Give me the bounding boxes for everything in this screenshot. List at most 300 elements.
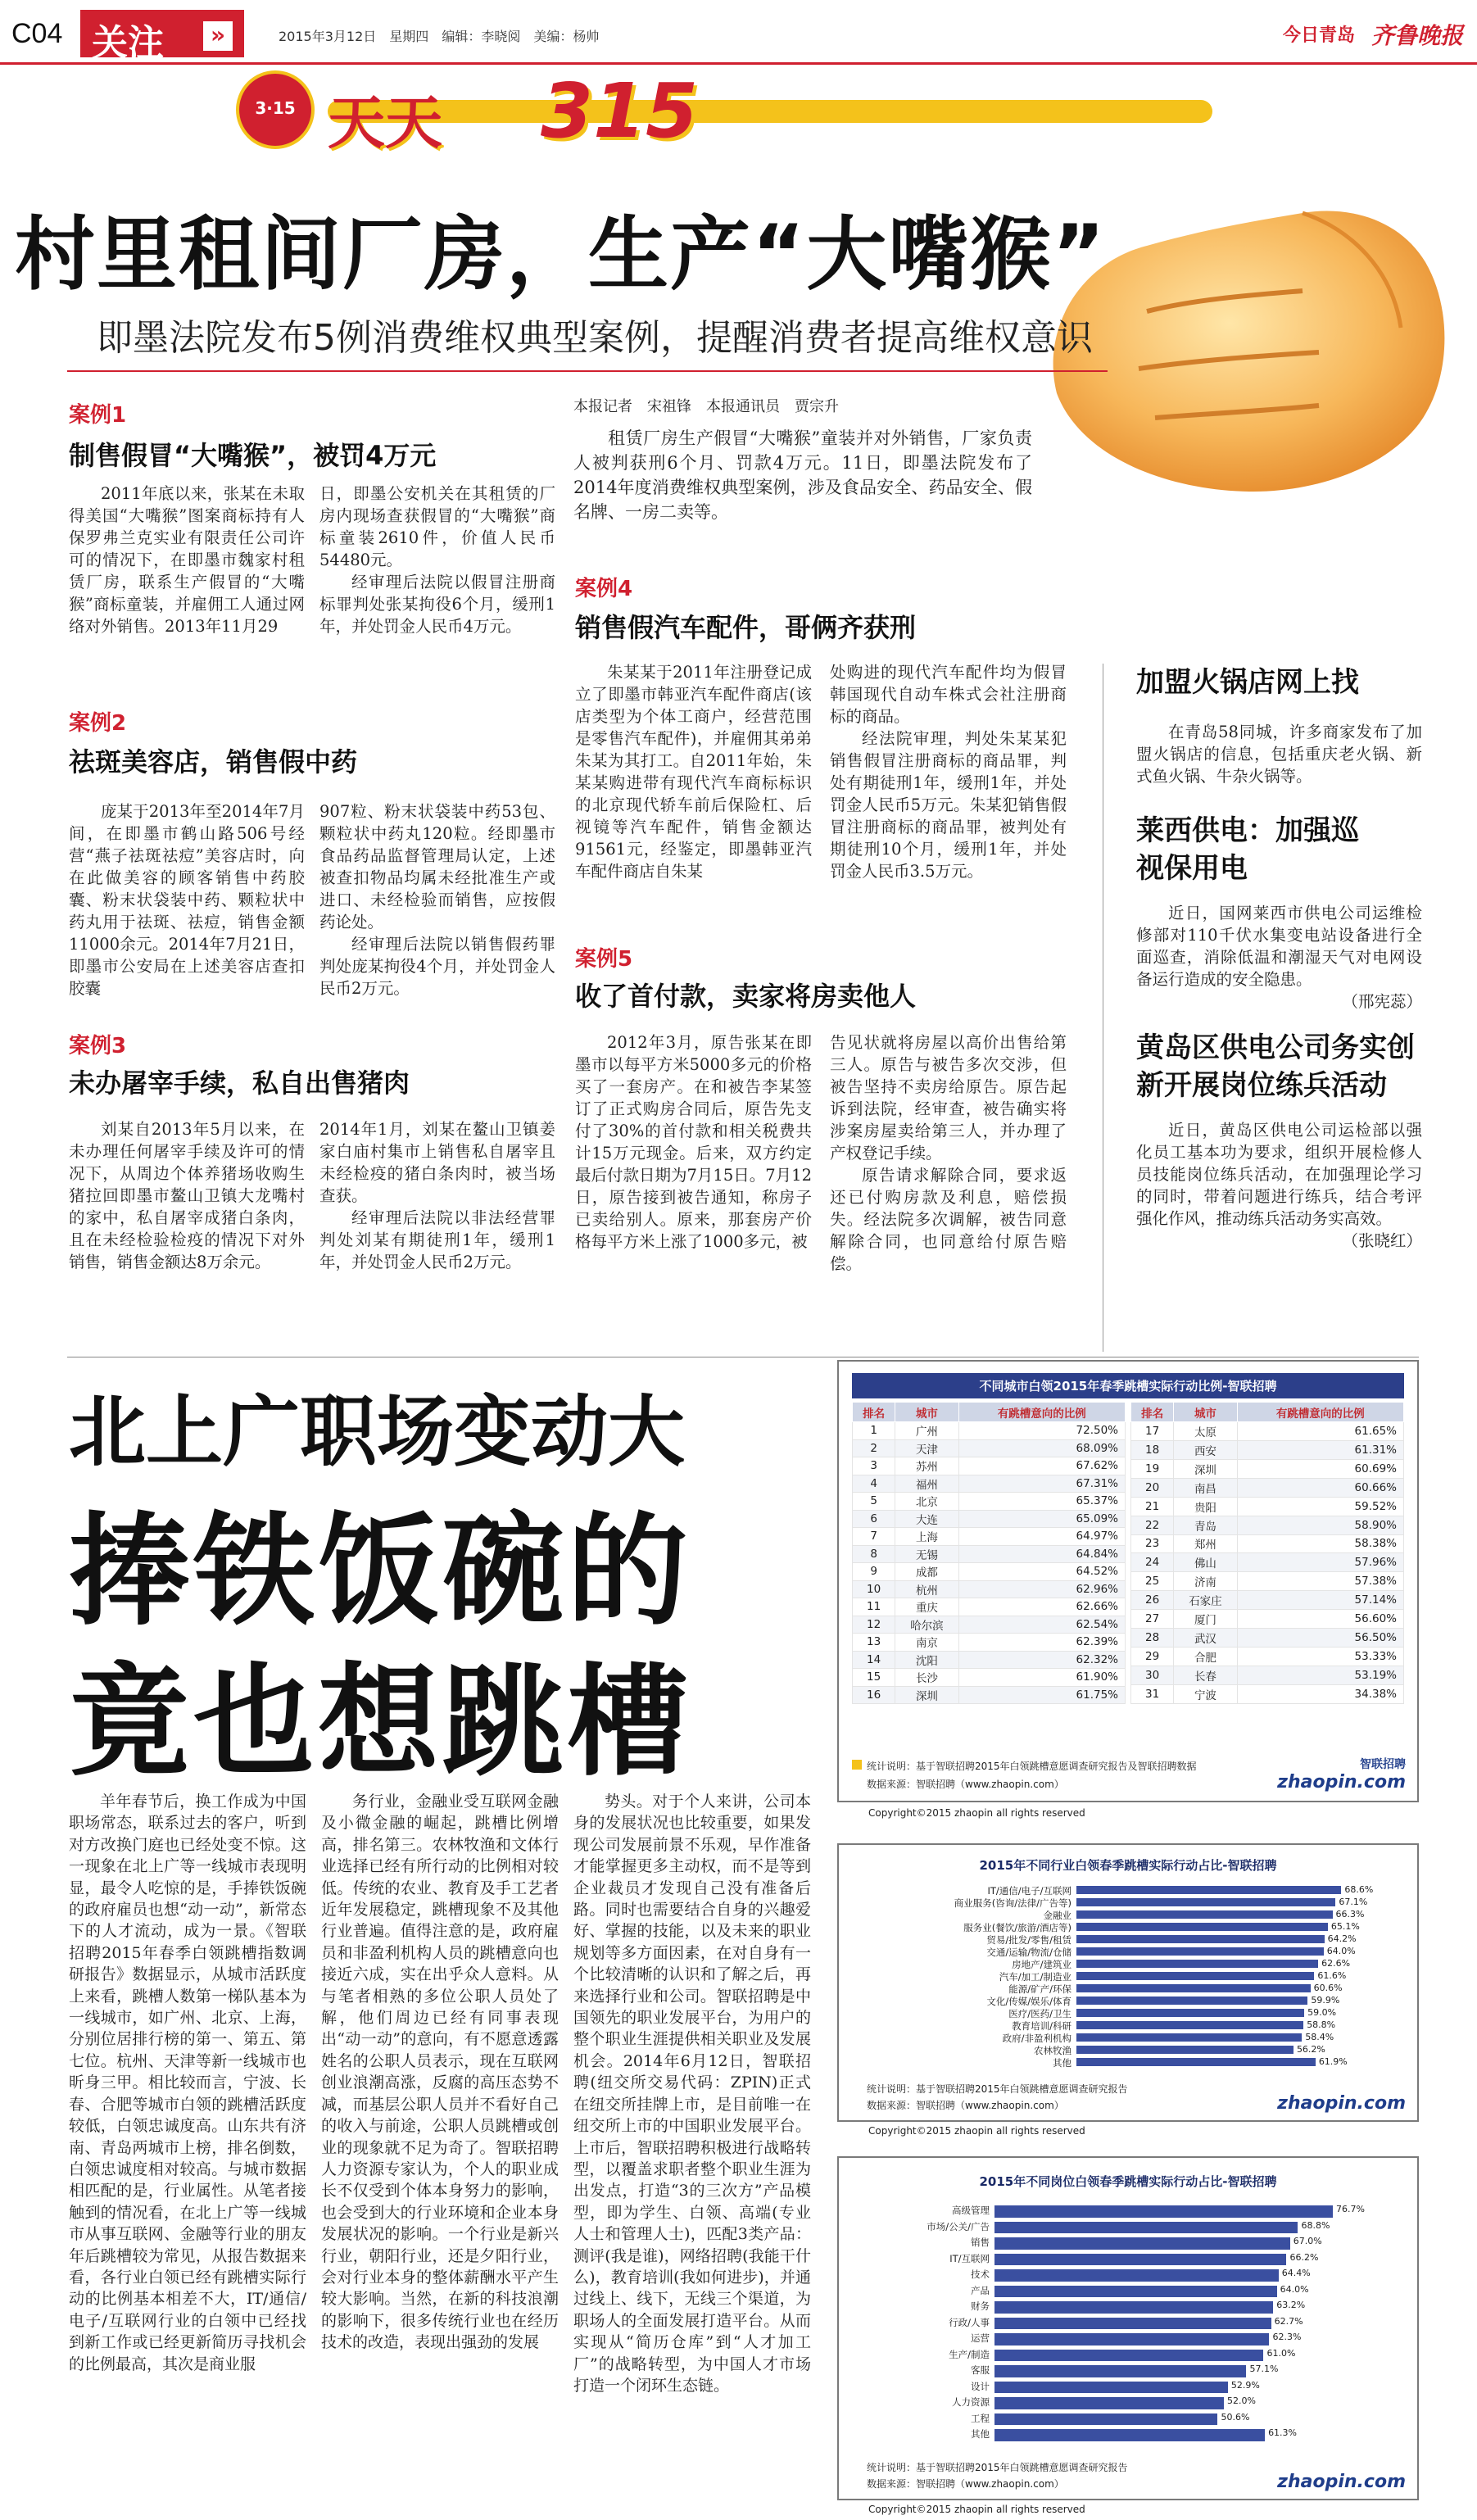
- brief-3-body: [1136, 1119, 1422, 1252]
- lead-title: 村里租间厂房，生产“大嘴猴”: [15, 208, 1107, 301]
- th-pct-2: 有跳槽意向的比例: [1237, 1403, 1403, 1422]
- industry-chart-copyright: Copyright©2015 zhaopin all rights reserved: [868, 2125, 1085, 2137]
- rank-cell: 20: [1131, 1478, 1174, 1497]
- brief-2-body: [1136, 902, 1422, 1013]
- banner-logo-number: 315: [541, 67, 699, 155]
- pct-cell: 60.66%: [1237, 1478, 1403, 1497]
- case-5-title: 收了首付款，卖家将房卖他人: [575, 981, 917, 1012]
- header-rule: [0, 62, 1477, 65]
- rank-cell: 1: [853, 1422, 895, 1440]
- pct-cell: 57.96%: [1237, 1553, 1403, 1572]
- feature-col1: 羊年春节后，换工作成为中国职场常态，联系过去的客户，听到对方改换门庭也已经处变不惊。这一现象在北上广等一线城市表现明显，最令人吃惊的是，手捧铁饭碗的政府雇员也想“动一动”，新常态下的人才流动，成为一景。《智联招聘2015年春季白领跳槽指数调研报告》数据显示，从城市活跃度上来看，跳槽人数第一梯队基本为一线城市，如广州、北京、上海，分别位居排行榜的第一、第五、第七位。杭州、天津等新一线城市也昕身三甲。相比较而言，宁波、长春、合肥等城市白领的跳槽活跃度较低，白领忠诚度高。山东共有济南、青岛两城市上榜，排名倒数，白领忠诚度相对较高。与城市数据相匹配的是，行业属性。从笔者接触到的情况看，在北上广等一线城市从事互联网、金融等行业的朋友年后跳槽较为常见，从报告数据来看，各行业白领已经有跳槽实际行动的比例基本相差不大，IT/通信/电子/互联网行业的白领中已经找到新工作或已经更新简历寻找机会的比例最高，其次是商业服: [69, 1793, 306, 2373]
- rank-cell: 15: [853, 1669, 895, 1687]
- table-row: [853, 1510, 1126, 1528]
- pct-cell: 65.37%: [958, 1493, 1125, 1511]
- case-1-col2b: 经审理后法院以假冒注册商标罪判处张某拘役6个月，缓刑1年，并处罚金人民币4万元。: [319, 573, 555, 636]
- bar-value: 60.6%: [1313, 1983, 1343, 1993]
- table-row: [853, 1545, 1126, 1563]
- industry-chart-source: 数据来源：智联招聘（www.zhaopin.com）: [867, 2100, 1064, 2111]
- feature-headline-3: 竟也想跳槽: [69, 1652, 691, 1793]
- th-pct: 有跳槽意向的比例: [958, 1403, 1125, 1422]
- rank-cell: 30: [1131, 1666, 1174, 1684]
- case-4-col2: 处购进的现代汽车配件均为假冒韩国现代自动车株式会社注册商标的商品。: [830, 663, 1067, 726]
- table-row: [1131, 1534, 1404, 1553]
- bar-label: 金融业: [1043, 1910, 1072, 1921]
- bar: [1076, 1898, 1335, 1906]
- case-2-col2b: 经审理后法院以销售假药罪判处庞某拘役4个月，并处罚金人民币2万元。: [319, 935, 555, 998]
- bar: [1076, 1972, 1314, 1980]
- pct-cell: 61.31%: [1237, 1440, 1403, 1459]
- brief-3-title: 黄岛区供电公司务实创新开展岗位练兵活动: [1136, 1031, 1415, 1102]
- city-cell: 青岛: [1174, 1516, 1237, 1534]
- bar-label: 技术: [971, 2268, 990, 2280]
- table-brand: [1277, 1756, 1406, 1793]
- brand-en: zhaopin.com: [1277, 1772, 1406, 1793]
- pct-cell: 60.69%: [1237, 1459, 1403, 1478]
- bar: [1076, 2058, 1316, 2066]
- table-row: [853, 1475, 1126, 1493]
- table-row: [1131, 1422, 1404, 1441]
- lead-subtitle: 即墨法院发布5例消费维权典型案例，提醒消费者提高维权意识: [97, 317, 1093, 359]
- case-3-tag: 案例3: [69, 1034, 127, 1058]
- feature-headline-1: 北上广职场变动大: [69, 1388, 686, 1477]
- feature-headline-2: 捧铁饭碗的: [69, 1501, 691, 1642]
- city-cell: 长沙: [895, 1669, 958, 1687]
- case-2-tag: 案例2: [69, 711, 127, 736]
- bar-value: 64.2%: [1327, 1933, 1357, 1944]
- bar-value: 59.0%: [1307, 2007, 1337, 2018]
- position-chart-source: 数据来源：智联招聘（www.zhaopin.com）: [867, 2478, 1064, 2490]
- bar: [1076, 2021, 1303, 2029]
- bar-label: 汽车/加工/制造业: [999, 1971, 1072, 1983]
- th-rank: 排名: [853, 1403, 895, 1422]
- pct-cell: 34.38%: [1237, 1684, 1403, 1703]
- position-chart-brand: zhaopin.com: [1277, 2472, 1406, 2492]
- pct-cell: 62.39%: [958, 1634, 1125, 1652]
- brand-cn: 智联招聘: [1360, 1758, 1406, 1771]
- rank-cell: 16: [853, 1686, 895, 1704]
- briefs-column: [1103, 664, 1422, 1352]
- city-cell: 武汉: [1174, 1629, 1237, 1648]
- section-label: 关注: [92, 22, 164, 64]
- brief-1-text: 在青岛58同城，许多商家发布了加盟火锅店的信息，包括重庆老火锅、新式鱼火锅、牛杂火锅等。: [1136, 723, 1422, 786]
- feature-col2: 务行业，金融业受互联网金融及小微金融的崛起，跳槽比例增高，排名第三。农林牧渔和文体行业选择已经有所行动的比例相对较低。传统的农业、教育及手工艺者近年发展稳定，跳槽现象不及其他行业普遍。值得注意的是，政府雇员和非盈利机构人员的跳槽意向也接近六成，实在出乎众人意料。从与笔者相熟的多位公职人员处了解，他们周边已经有同事表现出“动一动”的意向，有不愿意透露姓名的公职人员表示，现在互联网创业浪潮高涨，反腐的高压态势不减，而基层公职人员并不看好自己的收入与前途，公职人员跳槽或创业的现象就不足为奇了。智联招聘人力资源专家认为，个人的职业成长不仅受到个体本身努力的影响，也会受到大的行业环境和企业本身发展状况的影响。一个行业是新兴行业，朝阳行业，还是夕阳行业，会对行业本身的整体薪酬水平产生较大影响。当然，在新的科技浪潮的影响下，很多传统行业也在经历技术的改造，表现出强劲的发展: [321, 1793, 559, 2352]
- rank-cell: 13: [853, 1634, 895, 1652]
- badge-315-icon: [236, 70, 315, 149]
- city-cell: 杭州: [895, 1580, 958, 1598]
- case-1-body: [69, 483, 555, 637]
- case-5-col1: 2012年3月，原告张某在即墨市以每平方米5000多元的价格买了一套房产。在和被告李某签订了正式购房合同后，原告先支付了30%的首付款和相关税费共计15万元现金。后来，双方约定最后付款日期为7月15日。7月12日，原告接到被告通知，称房子已卖给别人。原来，那套房产价格每平方米上涨了1000多元，被: [575, 1033, 812, 1251]
- table-row: [1131, 1572, 1404, 1591]
- city-cell: 深圳: [1174, 1459, 1237, 1478]
- brief-1-body: [1136, 721, 1422, 787]
- case-2-col2: 907粒、粉末状袋装中药53包、颗粒状中药丸120粒。经即墨市食品药品监督管理局认定，上述被查扣物品均属未经批准生产或进口、未经检验而销售，应按假药论处。: [319, 802, 555, 931]
- rank-cell: 8: [853, 1545, 895, 1563]
- rank-cell: 25: [1131, 1572, 1174, 1591]
- bar-value: 63.2%: [1276, 2300, 1306, 2310]
- case-2: [69, 706, 555, 999]
- bar: [1076, 2009, 1304, 2017]
- brief-2-title: 莱西供电：加强巡视保用电: [1136, 814, 1359, 885]
- pct-cell: 67.62%: [958, 1457, 1125, 1475]
- bar-label: 生产/制造: [949, 2348, 990, 2360]
- bar-value: 67.1%: [1339, 1897, 1368, 1907]
- case-4-body: [575, 661, 1067, 882]
- table-row: [853, 1686, 1126, 1704]
- industry-chart: [837, 1843, 1419, 2122]
- bar: [1076, 1997, 1307, 2005]
- rank-cell: 27: [1131, 1610, 1174, 1629]
- city-cell: 南昌: [1174, 1478, 1237, 1497]
- bar-label: 政府/非盈利机构: [1002, 2033, 1072, 2044]
- city-cell: 成都: [895, 1563, 958, 1581]
- table-row: [1131, 1629, 1404, 1648]
- case-1-col1: 2011年底以来，张某在未取得美国“大嘴猴”图案商标持有人保罗弗兰克实业有限责任公司许可的情况下，在即墨市魏家村租赁厂房，联系生产假冒的“大嘴猴”商标童装，并雇佣工人通过网络对外销售。2013年11月29: [69, 484, 305, 636]
- case-3-body: [69, 1118, 555, 1273]
- rank-cell: 18: [1131, 1440, 1174, 1459]
- bar-value: 58.8%: [1307, 2019, 1336, 2030]
- city-rank-table: [837, 1360, 1419, 1802]
- rank-cell: 19: [1131, 1459, 1174, 1478]
- bar: [1076, 1886, 1341, 1894]
- city-cell: 西安: [1174, 1440, 1237, 1459]
- bar: [994, 2286, 1277, 2298]
- feature-body: [69, 1791, 811, 2396]
- case-3-col1: 刘某自2013年5月以来，在未办理任何屠宰手续及许可的情况下，从周边个体养猪场收购生猪拉回即墨市鳌山卫镇大龙嘴村的家中，私自屠宰成猪白条肉，且在未经检验检疫的情况下对外销售，销售金额达8万余元。: [69, 1120, 305, 1271]
- bar: [994, 2382, 1228, 2394]
- bar-value: 62.7%: [1274, 2315, 1303, 2327]
- table-left: [852, 1402, 1126, 1704]
- page-number: C04: [11, 18, 63, 49]
- bar-value: 61.3%: [1268, 2427, 1298, 2438]
- position-chart-note: 统计说明：基于智联招聘2015年白领跳槽意愿调查研究报告: [867, 2462, 1128, 2473]
- bar-label: 其他: [971, 2428, 990, 2440]
- industry-chart-title: 2015年不同行业白领春季跳槽实际行动占比-智联招聘: [979, 1858, 1277, 1873]
- case-3-col2: 2014年1月，刘某在鳌山卫镇姜家白庙村集市上销售私自屠宰且未经检疫的猪白条肉时，被当场查获。: [319, 1120, 555, 1205]
- city-cell: 福州: [895, 1475, 958, 1493]
- brief-3-text: 近日，黄岛区供电公司运检部以强化员工基本功为要求，组织开展检修人员技能岗位练兵活动，在加强理论学习的同时，带着问题进行练兵，结合考评强化作风，推动练兵活动务实高效。: [1136, 1121, 1422, 1228]
- rank-cell: 26: [1131, 1591, 1174, 1610]
- table-row: [1131, 1648, 1404, 1666]
- case-2-col1: 庞某于2013年至2014年7月间，在即墨市鹤山路506号经营“燕子祛斑祛痘”美容店时，向在此做美容的顾客销售中药胶囊、粉末状袋装中药、颗粒状中药丸用于祛斑、祛痘，销售金额11000余元。2014年7月21日，即墨市公安局在上述美容店查扣胶囊: [69, 802, 305, 998]
- city-cell: 重庆: [895, 1598, 958, 1616]
- table-source-note: 统计说明：基于智联招聘2015年白领跳槽意愿调查研究报告及智联招聘数据: [867, 1761, 1197, 1772]
- case-4-col2b: 经法院审理，判处朱某某犯销售假冒注册商标的商品罪，判处有期徒刑1年，缓刑1年，并处罚金人民币5万元。朱某犯销售假冒注册商标的商品罪，被判处有期徒刑10个月，缓刑1年，并处罚金人民币3.5万元。: [830, 729, 1067, 881]
- bar: [994, 2429, 1265, 2441]
- brief-3-author: （张晓红）: [1342, 1231, 1422, 1250]
- th-rank-2: 排名: [1131, 1403, 1174, 1422]
- bar-label: 设计: [971, 2380, 990, 2392]
- bar-value: 59.9%: [1311, 1995, 1340, 2006]
- bar: [994, 2318, 1271, 2330]
- bar-value: 56.2%: [1296, 2044, 1325, 2055]
- city-cell: 佛山: [1174, 1553, 1237, 1572]
- pct-cell: 58.90%: [1237, 1516, 1403, 1534]
- table-row: [853, 1580, 1126, 1598]
- newspaper-logo: 齐鲁晚报: [1371, 22, 1464, 49]
- bar: [994, 2237, 1290, 2250]
- table-row: [1131, 1553, 1404, 1572]
- pct-cell: 67.31%: [958, 1475, 1125, 1493]
- position-chart-copyright: Copyright©2015 zhaopin all rights reserved: [868, 2504, 1085, 2515]
- case-3: [69, 1029, 555, 1273]
- bar: [994, 2333, 1269, 2346]
- pct-cell: 61.65%: [1237, 1422, 1403, 1441]
- bar: [1076, 1923, 1328, 1931]
- industry-chart-plot: [839, 1881, 1420, 2071]
- bar-value: 64.0%: [1280, 2283, 1309, 2295]
- bar-label: 医疗/医药/卫生: [1008, 2008, 1072, 2019]
- bar-value: 52.9%: [1230, 2379, 1260, 2391]
- bar-value: 58.4%: [1305, 2032, 1334, 2042]
- city-cell: 贵阳: [1174, 1497, 1237, 1516]
- table-row: [1131, 1478, 1404, 1497]
- rank-cell: 22: [1131, 1516, 1174, 1534]
- city-cell: 济南: [1174, 1572, 1237, 1591]
- table-row: [853, 1598, 1126, 1616]
- bar-value: 61.6%: [1317, 1970, 1347, 1981]
- city-cell: 厦门: [1174, 1610, 1237, 1629]
- city-cell: 天津: [895, 1439, 958, 1457]
- case-1: [69, 398, 555, 637]
- rank-cell: 17: [1131, 1422, 1174, 1441]
- city-cell: 合肥: [1174, 1648, 1237, 1666]
- pct-cell: 57.14%: [1237, 1591, 1403, 1610]
- byline: 本报记者 宋祖锋 本报通讯员 贾宗升: [573, 398, 839, 415]
- lead-intro-text: 租赁厂房生产假冒“大嘴猴”童装并对外销售，厂家负责人被判获刑6个月、罚款4万元。11日，即墨法院发布了2014年度消费维权典型案例，涉及食品安全、药品安全、假名牌、一房二卖等。: [573, 428, 1032, 522]
- table-row: [853, 1616, 1126, 1634]
- pct-cell: 59.52%: [1237, 1497, 1403, 1516]
- city-cell: 太原: [1174, 1422, 1237, 1441]
- bar-value: 67.0%: [1293, 2236, 1322, 2246]
- bar-label: 教育培训/科研: [1012, 2020, 1072, 2032]
- pct-cell: 72.50%: [958, 1422, 1125, 1440]
- bar-label: 文化/传媒/娱乐/体育: [986, 1996, 1072, 2007]
- th-city: 城市: [895, 1403, 958, 1422]
- city-cell: 深圳: [895, 1686, 958, 1704]
- rank-cell: 28: [1131, 1629, 1174, 1648]
- pct-cell: 62.54%: [958, 1616, 1125, 1634]
- bar-value: 50.6%: [1221, 2411, 1250, 2423]
- pct-cell: 56.50%: [1237, 1629, 1403, 1648]
- chevron-icon: »: [203, 21, 233, 51]
- position-chart: [837, 2156, 1419, 2500]
- case-1-title: 制售假冒“大嘴猴”，被罚4万元: [69, 440, 437, 471]
- city-cell: 郑州: [1174, 1534, 1237, 1553]
- bar-value: 64.4%: [1281, 2268, 1311, 2278]
- table-source: 数据来源：智联招聘（www.zhaopin.com）: [867, 1779, 1064, 1790]
- city-cell: 哈尔滨: [895, 1616, 958, 1634]
- bar: [994, 2205, 1333, 2218]
- bar-label: 销售: [971, 2237, 990, 2248]
- pct-cell: 62.96%: [958, 1580, 1125, 1598]
- bar-label: 贸易/批发/零售/租赁: [986, 1934, 1072, 1946]
- case-4-col1: 朱某某于2011年注册登记成立了即墨市韩亚汽车配件商店(该店类型为个体工商户，经营范围是零售汽车配件)，并雇佣其弟弟朱某为其打工。自2011年始，朱某某购进带有现代汽车商标标识的北京现代轿车前后保险杠、后视镜等汽车配件，销售金额达91561元，经鉴定，即墨韩亚汽车配件商店自朱某: [575, 663, 812, 881]
- bar-label: 商业服务(咨询/法律/广告等): [954, 1897, 1072, 1909]
- pct-cell: 56.60%: [1237, 1610, 1403, 1629]
- table-copyright: Copyright©2015 zhaopin all rights reserved: [868, 1807, 1085, 1819]
- bar-value: 52.0%: [1227, 2395, 1256, 2406]
- city-cell: 沈阳: [895, 1651, 958, 1669]
- bar-label: IT/互联网: [949, 2252, 990, 2264]
- bar-value: 62.6%: [1321, 1958, 1351, 1969]
- bar: [994, 2413, 1217, 2426]
- pct-cell: 64.97%: [958, 1528, 1125, 1546]
- bar-label: 房地产/建筑业: [1012, 1959, 1072, 1970]
- rank-cell: 7: [853, 1528, 895, 1546]
- lead-intro: [573, 426, 1032, 524]
- rank-cell: 11: [853, 1598, 895, 1616]
- bar: [994, 2254, 1286, 2266]
- table-row: [1131, 1591, 1404, 1610]
- table-row: [853, 1493, 1126, 1511]
- table-row: [1131, 1440, 1404, 1459]
- pct-cell: 62.66%: [958, 1598, 1125, 1616]
- bar: [1076, 2046, 1294, 2054]
- pct-cell: 65.09%: [958, 1510, 1125, 1528]
- pct-cell: 62.32%: [958, 1651, 1125, 1669]
- rank-cell: 3: [853, 1457, 895, 1475]
- bar-label: 能源/矿产/环保: [1008, 1983, 1072, 1995]
- position-chart-title: 2015年不同岗位白领春季跳槽实际行动占比-智联招聘: [979, 2174, 1277, 2189]
- pct-cell: 61.90%: [958, 1669, 1125, 1687]
- bar: [994, 2365, 1246, 2377]
- bar-label: 农林牧渔: [1034, 2045, 1072, 2056]
- banner-logo-text: 天天: [328, 89, 442, 156]
- table-row: [853, 1439, 1126, 1457]
- brief-1-title: 加盟火锅店网上找: [1136, 666, 1359, 699]
- pct-cell: 68.09%: [958, 1439, 1125, 1457]
- bar: [1076, 2033, 1302, 2042]
- case-5: [575, 942, 1067, 1275]
- city-cell: 无锡: [895, 1545, 958, 1563]
- rank-cell: 31: [1131, 1684, 1174, 1703]
- city-cell: 石家庄: [1174, 1591, 1237, 1610]
- table-row: [853, 1651, 1126, 1669]
- table-row: [853, 1634, 1126, 1652]
- bar: [1076, 1984, 1311, 1992]
- case-2-title: 祛斑美容店，销售假中药: [69, 746, 358, 777]
- case-1-col2: 日，即墨公安机关在其租赁的厂房内现场查获假冒的“大嘴猴”商标童装2610件，价值人民币54480元。: [319, 484, 555, 569]
- pct-cell: 64.52%: [958, 1563, 1125, 1581]
- bar-value: 68.6%: [1344, 1884, 1374, 1895]
- bar-value: 61.0%: [1266, 2347, 1296, 2359]
- pct-cell: 64.84%: [958, 1545, 1125, 1563]
- bar: [994, 2397, 1224, 2409]
- industry-chart-note: 统计说明：基于智联招聘2015年白领跳槽意愿调查研究报告: [867, 2083, 1128, 2095]
- city-cell: 北京: [895, 1493, 958, 1511]
- bar: [994, 2350, 1263, 2362]
- industry-chart-brand: zhaopin.com: [1277, 2093, 1406, 2114]
- rank-cell: 2: [853, 1439, 895, 1457]
- lead-rule: [67, 370, 1108, 372]
- case-1-tag: 案例1: [69, 403, 127, 428]
- bar-label: 客服: [971, 2364, 990, 2376]
- pct-cell: 57.38%: [1237, 1572, 1403, 1591]
- city-cell: 宁波: [1174, 1684, 1237, 1703]
- brief-2-author: （邢宪蕊）: [1342, 992, 1422, 1011]
- case-5-tag: 案例5: [575, 947, 633, 972]
- case-4-title: 销售假汽车配件，哥俩齐获刑: [575, 612, 917, 643]
- pct-cell: 53.33%: [1237, 1648, 1403, 1666]
- case-5-col2b: 原告请求解除合同，要求返还已付购房款及利息，赔偿损失。经法院多次调解，被告同意解除合同，也同意给付原告赔偿。: [830, 1166, 1067, 1273]
- rank-cell: 9: [853, 1563, 895, 1581]
- header-tagline: 今日青岛: [1283, 25, 1356, 46]
- table-row: [1131, 1666, 1404, 1684]
- bar-value: 66.2%: [1289, 2251, 1319, 2263]
- rank-cell: 5: [853, 1493, 895, 1511]
- bar-value: 76.7%: [1336, 2204, 1365, 2214]
- case-3-col2b: 经审理后法院以非法经营罪判处刘某有期徒刑1年，缓刑1年，并处罚金人民币2万元。: [319, 1208, 555, 1271]
- bar-value: 61.9%: [1318, 2056, 1348, 2067]
- case-5-body: [575, 1031, 1067, 1275]
- bar-label: 产品: [971, 2284, 990, 2296]
- bar: [1076, 1910, 1333, 1919]
- bar-label: 人力资源: [952, 2396, 990, 2408]
- bar-label: 其他: [1053, 2057, 1072, 2069]
- bar-value: 57.1%: [1249, 2364, 1279, 2374]
- bar-label: 财务: [971, 2300, 990, 2312]
- case-3-title: 未办屠宰手续，私自出售猪肉: [69, 1067, 410, 1099]
- table-row: [853, 1457, 1126, 1475]
- city-cell: 南京: [895, 1634, 958, 1652]
- bar-label: 工程: [971, 2412, 990, 2424]
- table-title: 不同城市白领2015年春季跳槽实际行动比例-智联招聘: [852, 1373, 1404, 1398]
- rank-cell: 4: [853, 1475, 895, 1493]
- table-row: [1131, 1497, 1404, 1516]
- rank-cell: 24: [1131, 1553, 1174, 1572]
- bar-label: IT/通信/电子/互联网: [987, 1885, 1072, 1897]
- table-row: [1131, 1610, 1404, 1629]
- bar: [994, 2222, 1298, 2234]
- city-cell: 广州: [895, 1422, 958, 1440]
- table-right: [1130, 1402, 1404, 1704]
- bar-value: 68.8%: [1301, 2219, 1330, 2231]
- table-row: [853, 1669, 1126, 1687]
- case-4-tag: 案例4: [575, 577, 633, 601]
- table-row: [853, 1422, 1126, 1440]
- bar-value: 62.3%: [1272, 2332, 1302, 2342]
- table-row: [1131, 1459, 1404, 1478]
- pct-cell: 53.19%: [1237, 1666, 1403, 1684]
- bar-label: 市场/公关/广告: [927, 2220, 990, 2232]
- bar-label: 交通/运输/物流/仓储: [986, 1947, 1072, 1958]
- brief-2-text: 近日，国网莱西市供电公司运维检修部对110千伏水集变电站设备进行全面巡查，消除低温和潮湿天气对电网设备运行造成的安全隐患。: [1136, 904, 1422, 989]
- rank-cell: 12: [853, 1616, 895, 1634]
- bar-label: 行政/人事: [949, 2316, 990, 2328]
- city-cell: 上海: [895, 1528, 958, 1546]
- case-2-body: [69, 800, 555, 999]
- bar-label: 服务业(餐饮/旅游/酒店等): [963, 1922, 1072, 1933]
- city-cell: 长春: [1174, 1666, 1237, 1684]
- bar-value: 65.1%: [1330, 1921, 1360, 1932]
- badge-315-text: 3·15: [255, 98, 296, 118]
- feature-col3: 势头。对于个人来讲，公司本身的发展状况也比较重要，如果发现公司发展前景不乐观，早作准备才能掌握更多主动权，而不是等到企业裁员才发现自己没有准备后路。同时也需要结合自身的兴趣爱好、掌握的技能，以及未来的职业规划等多方面因素，在对自身有一个比较清晰的认识和了解之后，再来选择行业和公司。智联招聘是中国领先的职业发展平台，为用户的整个职业生涯提供相关职业及发展机会。2014年6月12日，智联招聘(纽交所交易代码：ZPIN)正式在纽交所挂牌上市，是目前唯一在纽交所上市的中国职业发展平台。上市后，智联招聘积极进行战略转型，以覆盖求职者整个职业生涯为出发点，打造“3的三次方”产品模型，即为学生、白领、高端(专业人士和管理人士)，匹配3类产品：测评(我是谁)，网络招聘(我能干什么)，教育培训(我如何进步)，并通过线上、线下，无线三个渠道，为职场人的全面发展打造平台。从而实现从“简历仓库”到“人才加工厂”的战略转型，为中国人才市场打造一个闭环生态链。: [573, 1793, 811, 2395]
- rank-cell: 23: [1131, 1534, 1174, 1553]
- banner-ribbon: [328, 100, 1212, 123]
- bar-label: 高级管理: [952, 2205, 990, 2216]
- case-4: [575, 572, 1067, 882]
- bar: [1076, 1947, 1324, 1956]
- table-row: [853, 1528, 1126, 1546]
- rank-cell: 10: [853, 1580, 895, 1598]
- bar: [994, 2269, 1279, 2282]
- bar-value: 64.0%: [1326, 1946, 1356, 1956]
- table-row: [1131, 1684, 1404, 1703]
- case-5-col2: 告见状就将房屋以高价出售给第三人。原告与被告多次交涉，但被告坚持不卖房给原告。原告起诉到法院，经审查，被告确实将涉案房屋卖给第三人，并办理了产权登记手续。: [830, 1033, 1067, 1163]
- bar-label: 运营: [971, 2332, 990, 2344]
- th-city-2: 城市: [1174, 1403, 1237, 1422]
